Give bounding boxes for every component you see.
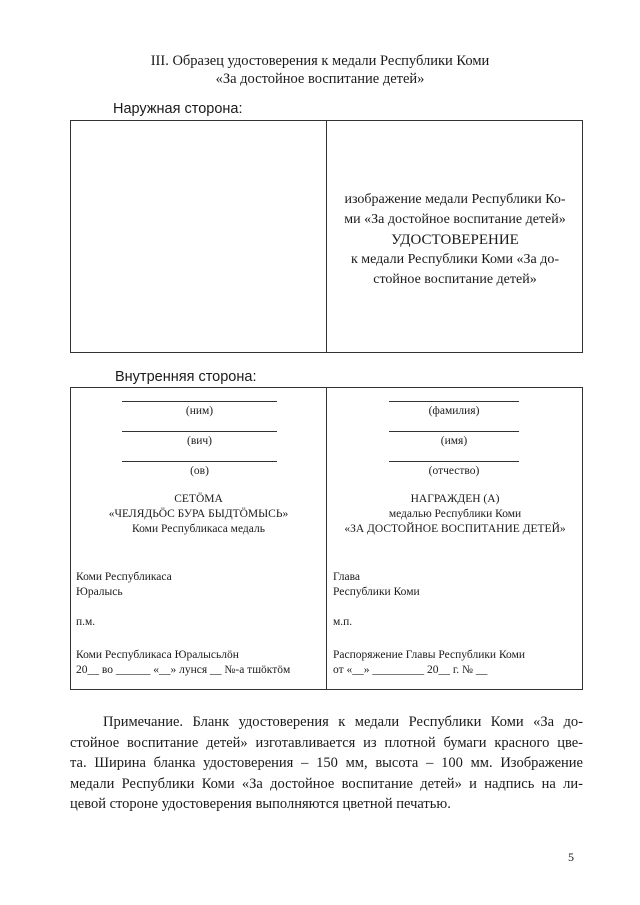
note-line2: стойное воспитание детей» изготавливается из плотной бумаги красного цве- [70,734,583,751]
right-signatory-line2: Республики Коми [333,586,420,598]
outer-right-text [327,190,583,290]
left-field-caption-1: (ним) [185,405,214,417]
note-line1: Примечание. Бланк удостоверения к медали Республики Коми «За до- [103,714,583,730]
note-line4: медали Республики Коми «За достойное воспитание детей» и надпись на ли- [70,775,583,792]
left-order-line2: 20__ во ______ «__» лунся __ №-а тшöктöм [76,664,291,676]
right-field-line-3 [389,461,519,462]
document-title-line1: III. Образец удостоверения к медали Республики Коми [150,53,490,69]
inner-side-divider [326,387,327,690]
outer-right-line5: стойное воспитание детей» [373,272,537,287]
left-award-name: «ЧЕЛЯДЬÖС БУРА БЫДТÖМЫСЬ» [108,508,289,520]
right-field-line-2 [389,431,519,432]
right-award-subtitle: медалью Республики Коми [388,508,522,520]
document-title-line2: «За достойное воспитание детей» [215,71,425,87]
left-field-line-2 [122,431,277,432]
left-signatory-line2: Юралысь [76,586,123,598]
left-signatory [76,570,172,600]
right-signatory-line1: Глава [333,571,361,583]
right-order-line1: Распоряжение Главы Республики Коми [333,649,526,661]
left-award-subtitle: Коми Республикаса медаль [132,523,265,535]
left-field-caption-2: (вич) [186,435,213,447]
left-award-block [71,492,326,537]
left-signatory-line1: Коми Республикаса [76,571,172,583]
left-field-line-3 [122,461,277,462]
left-field-line-1 [122,401,277,402]
right-stamp-place: м.п. [333,616,353,628]
right-award-name: «ЗА ДОСТОЙНОЕ ВОСПИТАНИЕ ДЕТЕЙ» [344,523,566,535]
left-award-title: СЕТÖМА [174,493,223,505]
right-award-title: НАГРАЖДЕН (А) [410,493,500,505]
left-order-line1: Коми Республикаса Юралысьлöн [76,649,239,661]
left-order-block [76,648,290,678]
outer-right-line4: к медали Республики Коми «За до- [350,252,560,267]
page-number: 5 [568,850,574,864]
right-field-line-1 [389,401,519,402]
right-field-caption-1: (фамилия) [428,405,480,417]
note-paragraph [70,712,583,815]
certificate-heading: УДОСТОВЕРЕНИЕ [391,232,519,248]
right-field-caption-2: (имя) [440,435,468,447]
right-order-block [333,648,525,678]
right-signatory [333,570,420,600]
left-stamp-place: п.м. [76,616,96,628]
right-field-caption-3: (отчество) [428,465,480,477]
outer-right-line2: ми «За достойное воспитание детей» [344,212,566,227]
left-field-caption-3: (ов) [190,465,209,477]
right-order-line2: от «__» _________ 20__ г. № __ [333,664,488,676]
outer-side-heading: Наружная сторона: [113,101,243,117]
outer-right-line1: изображение медали Республики Ко- [344,192,566,207]
inner-side-heading: Внутренняя сторона: [115,369,257,385]
note-line5: цевой стороне удостоверения выполняются цветной печатью. [70,796,451,812]
note-line3: та. Ширина бланка удостоверения – 150 мм, высота – 100 мм. Изображение [70,755,583,771]
right-award-block [327,492,583,537]
